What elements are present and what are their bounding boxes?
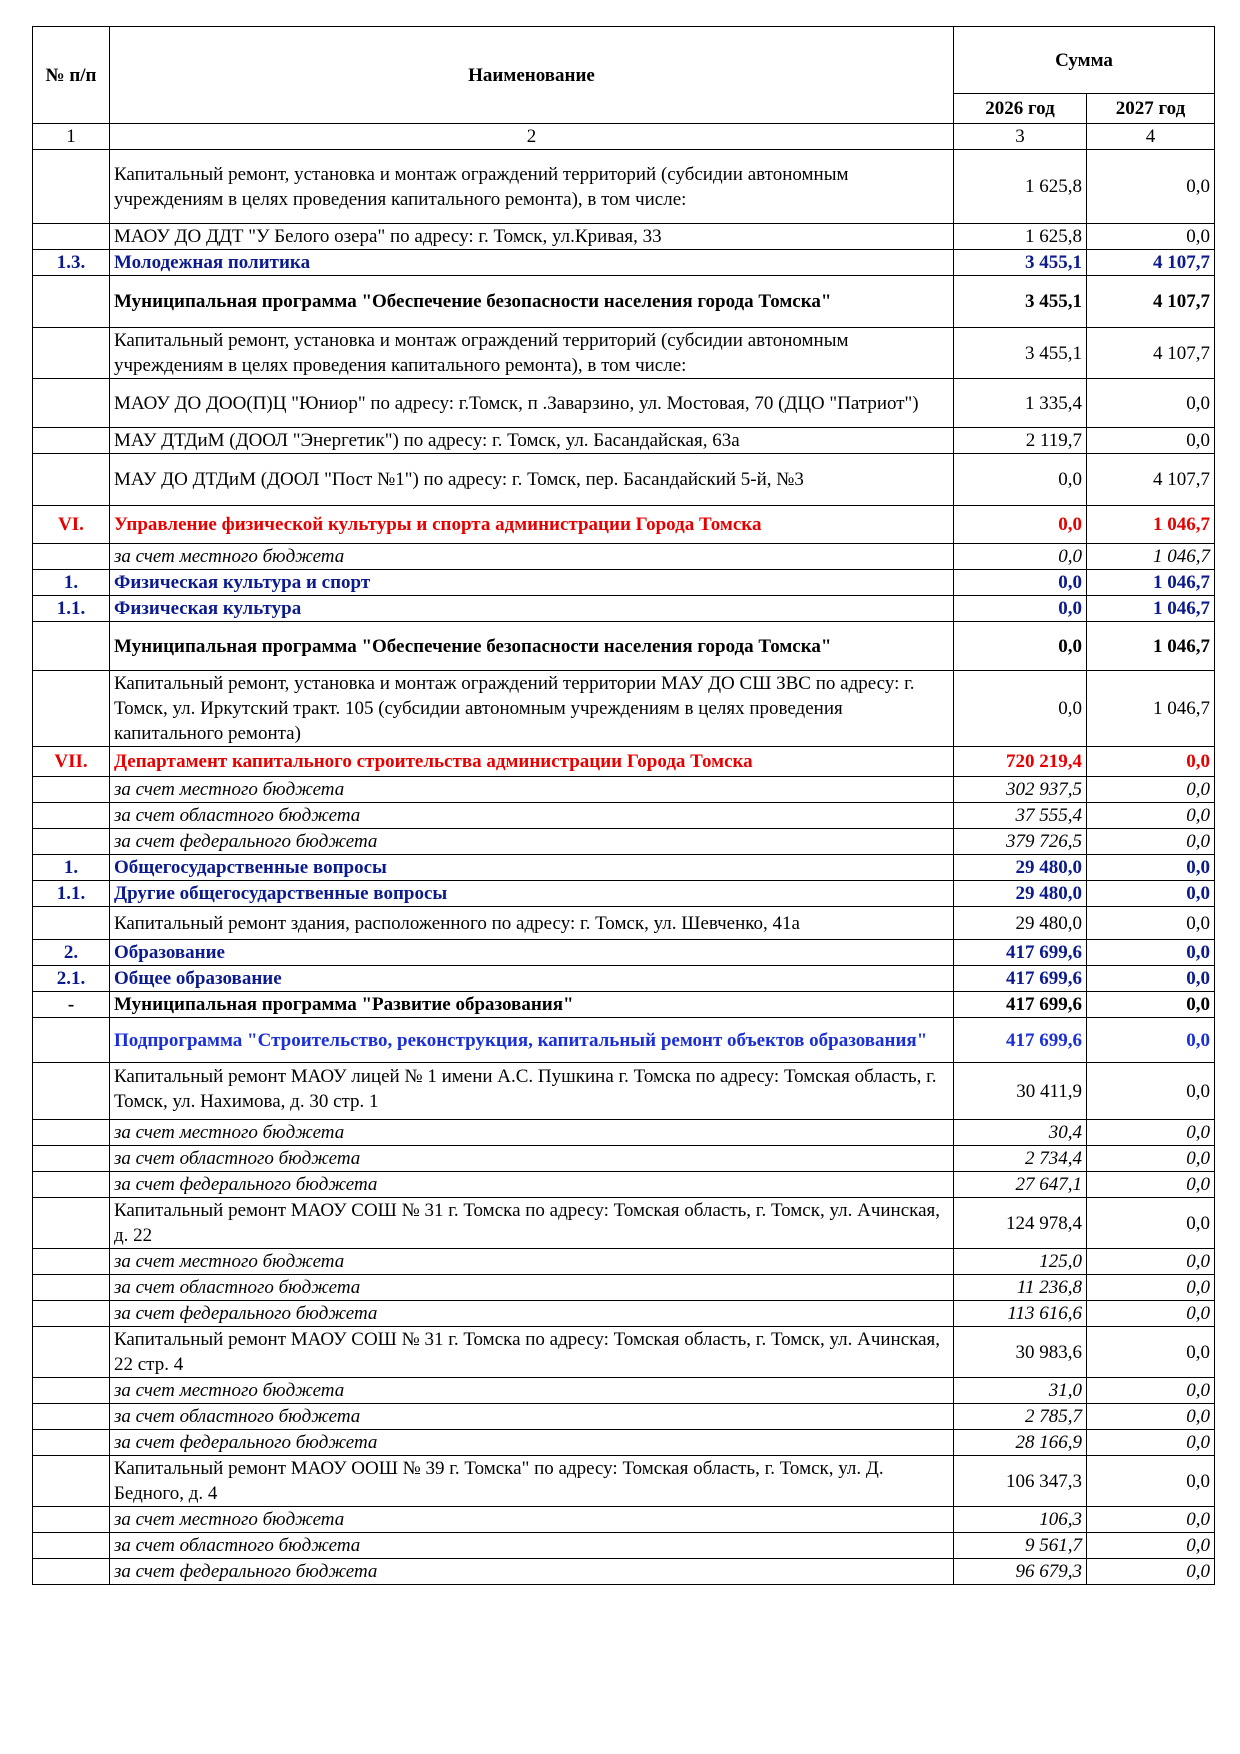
row-number xyxy=(33,1327,110,1378)
row-name: за счет федерального бюджета xyxy=(110,1559,954,1585)
value-2027: 0,0 xyxy=(1087,992,1215,1018)
row-number xyxy=(33,328,110,379)
row-name xyxy=(110,1063,954,1120)
row-number xyxy=(33,1533,110,1559)
row-name: МАУ ДТДиМ (ДООЛ "Энергетик") по адресу: г. Томск, ул. Басандайская, 63а xyxy=(110,428,954,454)
table-row xyxy=(33,276,1215,328)
row-name: Другие общегосударственные вопросы xyxy=(110,881,954,907)
row-number xyxy=(33,150,110,224)
row-name: МАОУ ДО ДДТ "У Белого озера" по адресу: г. Томск, ул.Кривая, 33 xyxy=(110,224,954,250)
value-2026: 3 455,1 xyxy=(954,328,1087,379)
row-name: за счет местного бюджета xyxy=(110,1378,954,1404)
value-2027: 0,0 xyxy=(1087,1378,1215,1404)
table-row xyxy=(33,1301,1215,1327)
row-name: за счет федерального бюджета xyxy=(110,829,954,855)
table-row xyxy=(33,992,1215,1018)
value-2026: 11 236,8 xyxy=(954,1275,1087,1301)
row-name: за счет федерального бюджета xyxy=(110,1430,954,1456)
row-name: за счет местного бюджета xyxy=(110,1120,954,1146)
row-name: Молодежная политика xyxy=(110,250,954,276)
table-row xyxy=(33,1559,1215,1585)
row-number xyxy=(33,1507,110,1533)
table-row xyxy=(33,777,1215,803)
row-number: 1.1. xyxy=(33,881,110,907)
value-2026: 379 726,5 xyxy=(954,829,1087,855)
row-number xyxy=(33,907,110,940)
value-2026: 106 347,3 xyxy=(954,1456,1087,1507)
row-name: Физическая культура и спорт xyxy=(110,570,954,596)
budget-table xyxy=(32,26,1215,1585)
value-2026: 417 699,6 xyxy=(954,940,1087,966)
row-name: за счет областного бюджета xyxy=(110,1404,954,1430)
value-2026: 30,4 xyxy=(954,1120,1087,1146)
value-2026: 9 561,7 xyxy=(954,1533,1087,1559)
value-2026: 302 937,5 xyxy=(954,777,1087,803)
header-row xyxy=(33,27,1215,94)
column-number: 1 xyxy=(33,124,110,150)
table-row xyxy=(33,1507,1215,1533)
value-2027: 0,0 xyxy=(1087,1533,1215,1559)
value-2027: 0,0 xyxy=(1087,379,1215,428)
table-row xyxy=(33,747,1215,777)
row-name: Образование xyxy=(110,940,954,966)
value-2027: 0,0 xyxy=(1087,1507,1215,1533)
row-number xyxy=(33,1172,110,1198)
row-name: Подпрограмма "Строительство, реконструкция, капитальный ремонт объектов образования" xyxy=(110,1018,954,1063)
value-2026: 0,0 xyxy=(954,671,1087,747)
row-number xyxy=(33,276,110,328)
table-row xyxy=(33,596,1215,622)
table-row xyxy=(33,1327,1215,1378)
value-2027: 0,0 xyxy=(1087,1275,1215,1301)
row-number xyxy=(33,777,110,803)
row-name: за счет областного бюджета xyxy=(110,1275,954,1301)
value-2026: 1 335,4 xyxy=(954,379,1087,428)
value-2027: 0,0 xyxy=(1087,150,1215,224)
value-2027: 0,0 xyxy=(1087,1146,1215,1172)
row-number: - xyxy=(33,992,110,1018)
value-2027: 0,0 xyxy=(1087,907,1215,940)
table-row xyxy=(33,150,1215,224)
table-row xyxy=(33,940,1215,966)
table-row xyxy=(33,1456,1215,1507)
value-2026: 28 166,9 xyxy=(954,1430,1087,1456)
row-number xyxy=(33,1301,110,1327)
row-name: Управление физической культуры и спорта администрации Города Томска xyxy=(110,506,954,544)
table-row xyxy=(33,1063,1215,1120)
value-2026: 96 679,3 xyxy=(954,1559,1087,1585)
table-row xyxy=(33,224,1215,250)
row-name: Капитальный ремонт, установка и монтаж ограждений территорий (субсидии автономным учреждениям в целях проведения капитального ремонта), в том числе: xyxy=(110,328,954,379)
table-row xyxy=(33,544,1215,570)
row-name: Муниципальная программа "Обеспечение безопасности населения города Томска" xyxy=(110,622,954,671)
value-2027: 0,0 xyxy=(1087,1120,1215,1146)
value-2026: 106,3 xyxy=(954,1507,1087,1533)
row-number xyxy=(33,671,110,747)
row-name: Капитальный ремонт МАОУ ООШ № 39 г. Томска" по адресу: Томская область, г. Томск, ул. Д. Бедного, д. 4 xyxy=(110,1456,954,1507)
value-2027: 1 046,7 xyxy=(1087,544,1215,570)
value-2026: 29 480,0 xyxy=(954,855,1087,881)
table-row xyxy=(33,966,1215,992)
row-number xyxy=(33,428,110,454)
table-row xyxy=(33,622,1215,671)
row-number: 1.3. xyxy=(33,250,110,276)
row-name: за счет федерального бюджета xyxy=(110,1172,954,1198)
table-row xyxy=(33,1378,1215,1404)
value-2027: 0,0 xyxy=(1087,1301,1215,1327)
row-number xyxy=(33,1275,110,1301)
row-number xyxy=(33,544,110,570)
value-2027: 0,0 xyxy=(1087,940,1215,966)
table-row xyxy=(33,1404,1215,1430)
value-2027: 0,0 xyxy=(1087,1327,1215,1378)
table-row xyxy=(33,1172,1215,1198)
value-2027: 0,0 xyxy=(1087,1430,1215,1456)
value-2027: 0,0 xyxy=(1087,1198,1215,1249)
row-number xyxy=(33,1404,110,1430)
value-2026: 417 699,6 xyxy=(954,1018,1087,1063)
value-2027: 0,0 xyxy=(1087,224,1215,250)
value-2026: 1 625,8 xyxy=(954,150,1087,224)
row-name: Капитальный ремонт МАОУ СОШ № 31 г. Томска по адресу: Томская область, г. Томск, ул. Ачинская, 22 стр. 4 xyxy=(110,1327,954,1378)
row-name: за счет местного бюджета xyxy=(110,544,954,570)
value-2026: 417 699,6 xyxy=(954,992,1087,1018)
row-number: 1. xyxy=(33,570,110,596)
table-row xyxy=(33,1275,1215,1301)
row-number xyxy=(33,1198,110,1249)
table-row xyxy=(33,1430,1215,1456)
value-2027: 0,0 xyxy=(1087,803,1215,829)
table-row xyxy=(33,803,1215,829)
value-2026: 0,0 xyxy=(954,596,1087,622)
header-year-2027: 2027 год xyxy=(1087,94,1215,124)
row-name: Капитальный ремонт МАОУ СОШ № 31 г. Томска по адресу: Томская область, г. Томск, ул. Ачинская, д. 22 xyxy=(110,1198,954,1249)
value-2027: 1 046,7 xyxy=(1087,570,1215,596)
value-2026: 1 625,8 xyxy=(954,224,1087,250)
row-name: Капитальный ремонт здания, расположенного по адресу: г. Томск, ул. Шевченко, 41а xyxy=(110,907,954,940)
row-number xyxy=(33,224,110,250)
value-2026: 0,0 xyxy=(954,454,1087,506)
row-name: Департамент капитального строительства администрации Города Томска xyxy=(110,747,954,777)
table-row xyxy=(33,1198,1215,1249)
value-2026: 37 555,4 xyxy=(954,803,1087,829)
table-row xyxy=(33,454,1215,506)
row-name: за счет областного бюджета xyxy=(110,1533,954,1559)
value-2026: 29 480,0 xyxy=(954,881,1087,907)
value-2026: 30 411,9 xyxy=(954,1063,1087,1120)
value-2026: 720 219,4 xyxy=(954,747,1087,777)
value-2027: 4 107,7 xyxy=(1087,276,1215,328)
row-number xyxy=(33,829,110,855)
row-name: за счет местного бюджета xyxy=(110,777,954,803)
header-num: № п/п xyxy=(33,27,110,124)
table-row xyxy=(33,907,1215,940)
table-row xyxy=(33,829,1215,855)
table-row xyxy=(33,250,1215,276)
value-2026: 31,0 xyxy=(954,1378,1087,1404)
table-row xyxy=(33,1120,1215,1146)
value-2026: 125,0 xyxy=(954,1249,1087,1275)
value-2026: 417 699,6 xyxy=(954,966,1087,992)
value-2026: 0,0 xyxy=(954,544,1087,570)
row-name: Капитальный ремонт, установка и монтаж ограждений территории МАУ ДО СШ ЗВС по адресу: г. Томск, ул. Иркутский тракт. 105 (субсидии автономным учреждениям в целях проведения капитального ремонта) xyxy=(110,671,954,747)
value-2026: 113 616,6 xyxy=(954,1301,1087,1327)
row-number xyxy=(33,622,110,671)
table-row xyxy=(33,328,1215,379)
row-name: Физическая культура xyxy=(110,596,954,622)
table-row xyxy=(33,1146,1215,1172)
row-number xyxy=(33,1559,110,1585)
row-name: Капитальный ремонт, установка и монтаж ограждений территорий (субсидии автономным учреждениям в целях проведения капитального ремонта), в том числе: xyxy=(110,150,954,224)
value-2027: 0,0 xyxy=(1087,1063,1215,1120)
row-name: за счет местного бюджета xyxy=(110,1249,954,1275)
value-2026: 0,0 xyxy=(954,622,1087,671)
value-2026: 3 455,1 xyxy=(954,250,1087,276)
column-number: 2 xyxy=(110,124,954,150)
row-name: МАОУ ДО ДОО(П)Ц "Юниор" по адресу: г.Томск, п .Заварзино, ул. Мостовая, 70 (ДЦО "Патриот") xyxy=(110,379,954,428)
row-name-text: Капитальный ремонт МАОУ лицей № 1 имени А.С. Пушкина г. Томска по адресу: Томская область, г. Томск, ул. Нахимова, д. 30 стр. 1 xyxy=(114,1065,937,1112)
value-2027: 1 046,7 xyxy=(1087,671,1215,747)
value-2026: 2 734,4 xyxy=(954,1146,1087,1172)
row-name: Муниципальная программа "Развитие образования" xyxy=(110,992,954,1018)
header-sum: Сумма xyxy=(954,27,1215,94)
row-name: за счет областного бюджета xyxy=(110,803,954,829)
row-number: 1. xyxy=(33,855,110,881)
value-2026: 2 785,7 xyxy=(954,1404,1087,1430)
row-number xyxy=(33,1018,110,1063)
row-number: 1.1. xyxy=(33,596,110,622)
value-2026: 0,0 xyxy=(954,570,1087,596)
value-2027: 0,0 xyxy=(1087,966,1215,992)
row-number xyxy=(33,1456,110,1507)
value-2027: 0,0 xyxy=(1087,855,1215,881)
value-2027: 1 046,7 xyxy=(1087,596,1215,622)
row-number xyxy=(33,454,110,506)
column-number: 3 xyxy=(954,124,1087,150)
row-name: за счет федерального бюджета xyxy=(110,1301,954,1327)
table-row xyxy=(33,428,1215,454)
value-2027: 0,0 xyxy=(1087,1249,1215,1275)
value-2026: 3 455,1 xyxy=(954,276,1087,328)
table-row xyxy=(33,506,1215,544)
value-2027: 0,0 xyxy=(1087,747,1215,777)
row-number: VII. xyxy=(33,747,110,777)
row-number xyxy=(33,803,110,829)
row-number xyxy=(33,1430,110,1456)
value-2026: 2 119,7 xyxy=(954,428,1087,454)
value-2027: 4 107,7 xyxy=(1087,250,1215,276)
value-2027: 0,0 xyxy=(1087,428,1215,454)
value-2026: 0,0 xyxy=(954,506,1087,544)
row-number xyxy=(33,1063,110,1120)
row-number xyxy=(33,1378,110,1404)
budget-table-body xyxy=(33,27,1215,1585)
row-number: 2.1. xyxy=(33,966,110,992)
header-year-2026: 2026 год xyxy=(954,94,1087,124)
row-number xyxy=(33,379,110,428)
table-row xyxy=(33,671,1215,747)
row-number: VI. xyxy=(33,506,110,544)
table-row xyxy=(33,881,1215,907)
table-row xyxy=(33,1533,1215,1559)
row-name: Общее образование xyxy=(110,966,954,992)
value-2027: 0,0 xyxy=(1087,1404,1215,1430)
value-2027: 0,0 xyxy=(1087,881,1215,907)
row-name: за счет областного бюджета xyxy=(110,1146,954,1172)
value-2027: 1 046,7 xyxy=(1087,506,1215,544)
row-name: Общегосударственные вопросы xyxy=(110,855,954,881)
row-name: МАУ ДО ДТДиМ (ДООЛ "Пост №1") по адресу: г. Томск, пер. Басандайский 5-й, №3 xyxy=(110,454,954,506)
column-numbers-row xyxy=(33,124,1215,150)
value-2027: 4 107,7 xyxy=(1087,454,1215,506)
table-row xyxy=(33,855,1215,881)
row-name: за счет местного бюджета xyxy=(110,1507,954,1533)
row-number: 2. xyxy=(33,940,110,966)
column-number: 4 xyxy=(1087,124,1215,150)
value-2027: 4 107,7 xyxy=(1087,328,1215,379)
row-number xyxy=(33,1146,110,1172)
table-row xyxy=(33,1018,1215,1063)
value-2027: 0,0 xyxy=(1087,1559,1215,1585)
value-2027: 1 046,7 xyxy=(1087,622,1215,671)
table-row xyxy=(33,570,1215,596)
value-2026: 124 978,4 xyxy=(954,1198,1087,1249)
row-number xyxy=(33,1120,110,1146)
row-name: Муниципальная программа "Обеспечение безопасности населения города Томска" xyxy=(110,276,954,328)
value-2027: 0,0 xyxy=(1087,1456,1215,1507)
header-name: Наименование xyxy=(110,27,954,124)
value-2027: 0,0 xyxy=(1087,1172,1215,1198)
value-2026: 29 480,0 xyxy=(954,907,1087,940)
value-2027: 0,0 xyxy=(1087,1018,1215,1063)
table-row xyxy=(33,379,1215,428)
row-number xyxy=(33,1249,110,1275)
table-row xyxy=(33,1249,1215,1275)
value-2026: 30 983,6 xyxy=(954,1327,1087,1378)
value-2027: 0,0 xyxy=(1087,829,1215,855)
value-2026: 27 647,1 xyxy=(954,1172,1087,1198)
value-2027: 0,0 xyxy=(1087,777,1215,803)
